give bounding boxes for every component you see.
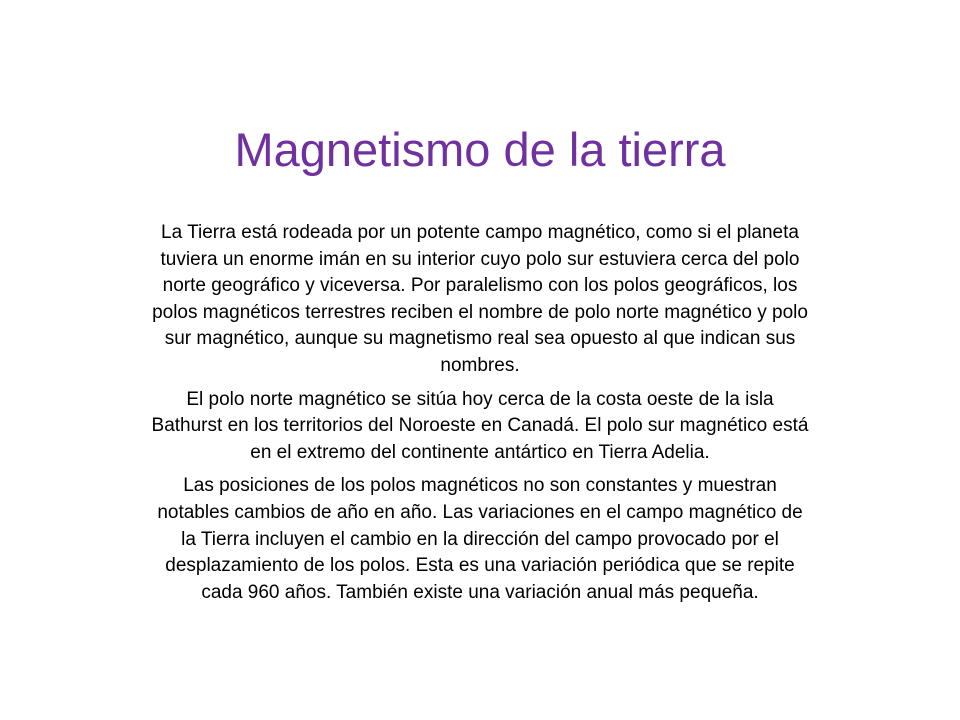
slide-body bbox=[150, 220, 810, 613]
paragraph-polo-norte: El polo norte magnético se sitúa hoy cerca de la costa oeste de la isla Bathurst en los territorios del Noroeste en Canadá. El polo sur magnético está en el extremo del continente antártico en Tierra Adelia. bbox=[151, 388, 809, 463]
slide-title: Magnetismo de la tierra bbox=[234, 123, 726, 176]
paragraph-variaciones: Las posiciones de los polos magnéticos no son constantes y muestran notables cambios de año en año. Las variaciones en el campo magnético de la Tierra incluyen el cambio en la dirección del campo provocado por el desplazamiento de los polos. Esta es una variación periódica que se repite cada 960 años. También existe una variación anual más pequeña. bbox=[157, 475, 803, 603]
paragraph-campo-magnetico: La Tierra está rodeada por un potente campo magnético, como si el planeta tuviera un enorme imán en su interior cuyo polo sur estuviera cerca del polo norte geográfico y viceversa. Por paralelismo con los polos geográficos, los polos magnéticos terrestres reciben el nombre de polo norte magnético y polo sur magnético, aunque su magnetismo real sea opuesto al que indican sus nombres. bbox=[152, 222, 808, 376]
